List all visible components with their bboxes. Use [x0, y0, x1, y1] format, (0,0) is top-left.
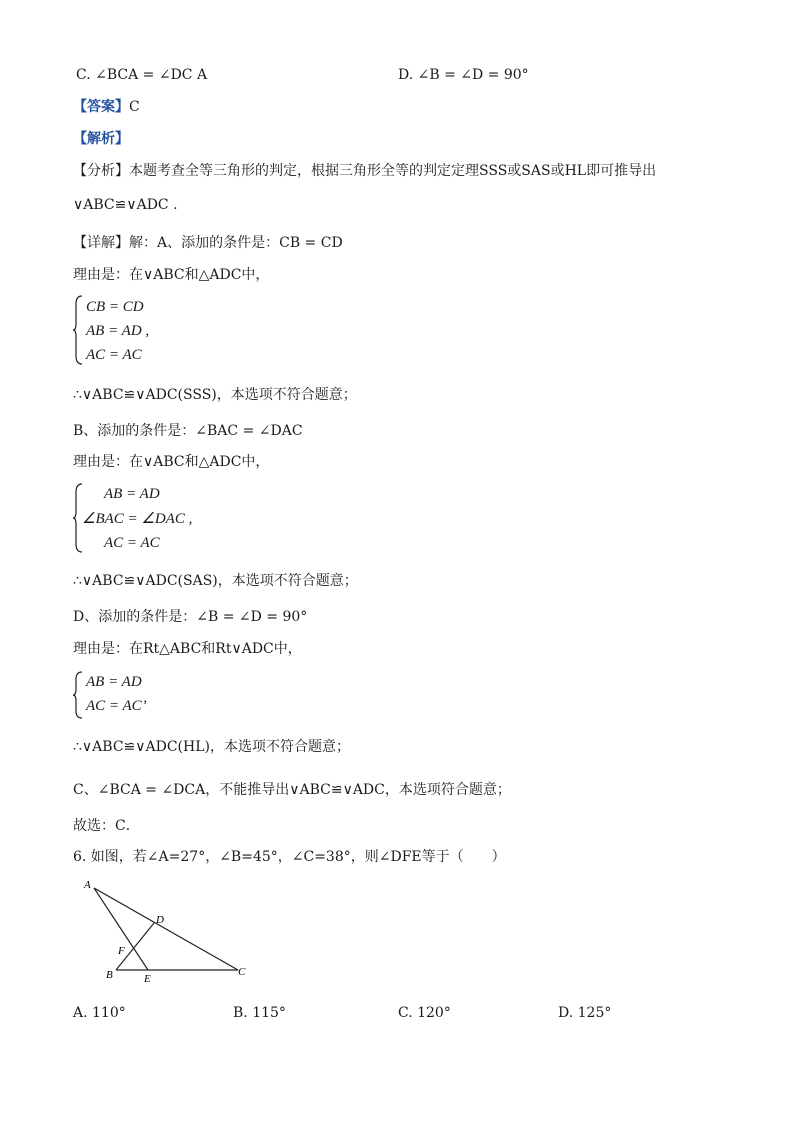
sys-d-1: AB = AD: [86, 674, 142, 690]
choice-line: 故选：C．: [73, 818, 140, 834]
sys-a-3: AC = AC: [86, 347, 142, 363]
q6-option-d: D. 125°: [558, 1005, 612, 1021]
q6-option-b: B. 115°: [233, 1005, 286, 1021]
answer-tag: 【答案】: [73, 99, 129, 115]
brace-a: [72, 294, 84, 366]
sys-b-2: ∠BAC = ∠DAC ,: [82, 511, 193, 527]
detail-a-concl: ∴∨ABC≌∨ADC(SSS)，本选项不符合题意；: [73, 387, 357, 403]
analysis-tag: 【解析】: [73, 131, 129, 147]
detail-b-reason: 理由是：在∨ABC和△ADC中，: [73, 454, 270, 470]
sys-a-2: AB = AD ,: [86, 323, 150, 339]
prev-option-c: C. ∠BCA = ∠DC A: [76, 67, 208, 83]
answer-line: [73, 98, 140, 116]
q6-option-c: C. 120°: [398, 1005, 451, 1021]
brace-d: [72, 670, 84, 720]
detail-b-cond: B、添加的条件是：∠BAC = ∠DAC: [73, 423, 303, 439]
q6-stem: 6. 如图，若∠A=27°，∠B=45°，∠C=38°，则∠DFE等于（ ）: [73, 849, 506, 865]
detail-d-cond: D、添加的条件是：∠B = ∠D = 90°: [73, 609, 308, 625]
answer-value: C: [129, 99, 140, 115]
detail-c-concl: C、∠BCA = ∠DCA，不能推导出∨ABC≌∨ADC，本选项符合题意；: [73, 782, 511, 798]
label-e: E: [144, 973, 151, 985]
label-b: B: [106, 969, 113, 981]
label-f: F: [118, 945, 125, 957]
fenxi-tag: 【分析】: [73, 163, 129, 179]
detail-b-concl: ∴∨ABC≌∨ADC(SAS)，本选项不符合题意；: [73, 573, 358, 589]
detail-tag: 【详解】: [73, 235, 129, 251]
sys-a-1: CB = CD: [86, 299, 144, 315]
q6-option-a: A. 110°: [73, 1005, 126, 1021]
fenxi-line: [73, 162, 656, 180]
detail-d-reason: 理由是：在Rt△ABC和Rt∨ADC中，: [73, 641, 302, 657]
fenxi-text: 本题考查全等三角形的判定，根据三角形全等的判定定理SSS或SAS或HL即可推导出: [129, 163, 657, 179]
segment-ac: [94, 888, 238, 970]
sys-b-1: AB = AD: [104, 486, 160, 502]
detail-a-line: [73, 234, 343, 252]
detail-a-reason: 理由是：在∨ABC和△ADC中，: [73, 267, 270, 283]
sys-d-2: AC = AC’: [86, 698, 147, 714]
sys-b-3: AC = AC: [104, 535, 160, 551]
detail-d-concl: ∴∨ABC≌∨ADC(HL)，本选项不符合题意；: [73, 739, 350, 755]
triangle-figure: [78, 878, 258, 988]
detail-a-cond: 解：A、添加的条件是：CB = CD: [129, 235, 343, 251]
prev-option-d: D. ∠B = ∠D = 90°: [398, 67, 529, 83]
label-d: D: [156, 914, 164, 926]
segment-ae: [94, 888, 148, 970]
fenxi-line2: ∨ABC≌∨ADC .: [73, 197, 178, 213]
label-a: A: [84, 879, 91, 891]
label-c: C: [238, 966, 246, 978]
